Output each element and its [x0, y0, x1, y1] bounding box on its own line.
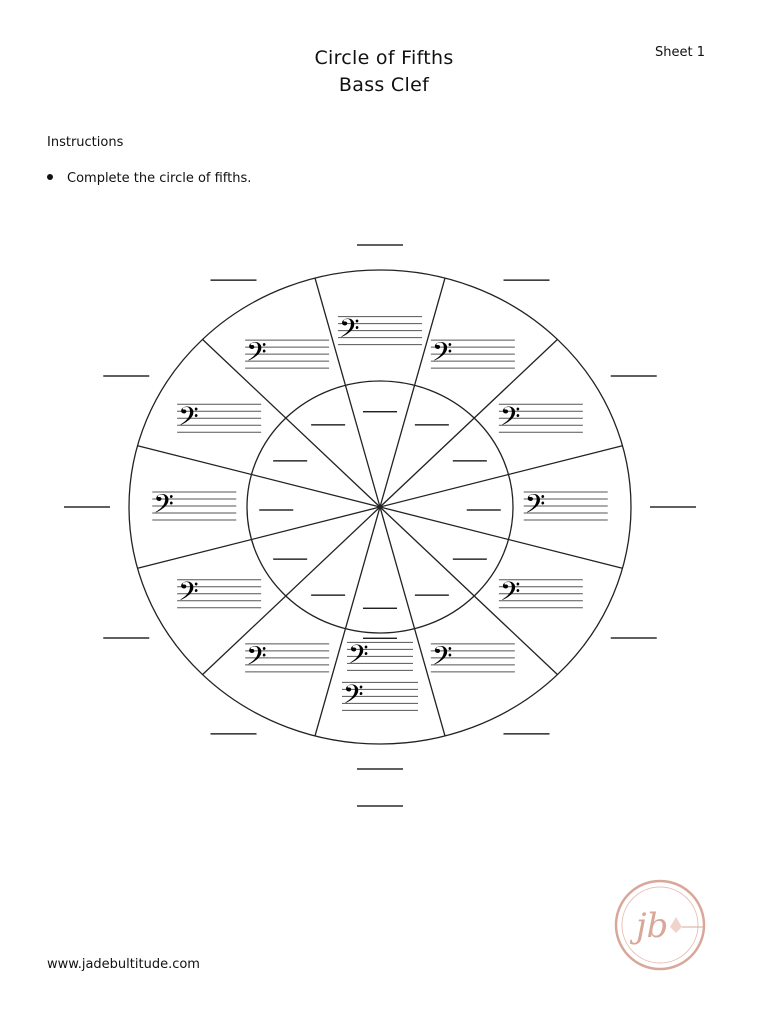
bass-clef-icon: 𝄢 [246, 336, 267, 375]
bass-clef-icon: 𝄢 [431, 336, 453, 375]
sheet-number: Sheet 1 [655, 45, 705, 60]
bass-clef-icon: 𝄢 [178, 400, 199, 439]
worksheet-subtitle: Bass Clef [338, 74, 430, 96]
bass-clef-icon: 𝄢 [499, 400, 521, 439]
bass-clef-icon: 𝄢 [153, 488, 174, 526]
bass-clef-icon: 𝄢 [524, 488, 546, 526]
bass-clef-icon: 𝄢 [499, 575, 521, 614]
bass-clef-icon: 𝄢 [343, 678, 364, 717]
bass-clef-icon: 𝄢 [178, 575, 199, 614]
jb-logo [612, 875, 712, 975]
worksheet-title: Circle of Fifths [314, 47, 454, 69]
segment-divider [203, 339, 381, 507]
bass-clef-icon: 𝄢 [246, 639, 267, 678]
bass-clef-icon: 𝄢 [348, 638, 369, 677]
segment-divider [380, 339, 558, 507]
instructions-heading: Instructions [47, 135, 124, 150]
svg-text:jb: jb [636, 906, 669, 946]
bass-clef-icon: 𝄢 [339, 312, 360, 351]
website-link[interactable]: www.jadebultitude.com [47, 957, 200, 972]
bass-clef-icon: 𝄢 [431, 639, 453, 678]
instruction-text: Complete the circle of fifths. [67, 171, 252, 186]
